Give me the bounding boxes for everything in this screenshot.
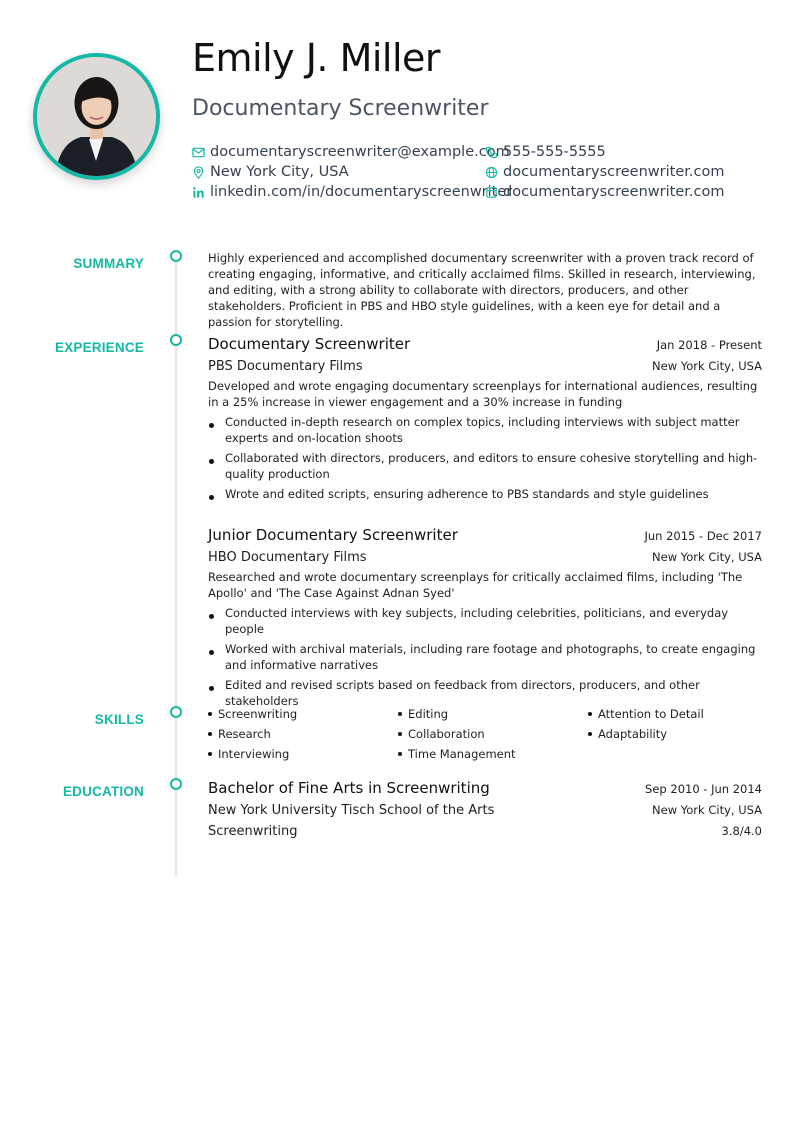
contact-phone-text: 555-555-5555 (503, 144, 606, 160)
contact-website-text: documentaryscreenwriter.com (503, 164, 725, 180)
contact-portfolio[interactable] (485, 182, 724, 202)
job-title: Junior Documentary Screenwriter (208, 526, 458, 544)
location-icon (192, 166, 205, 179)
candidate-role: Documentary Screenwriter (192, 96, 489, 121)
education-field: Screenwriting (208, 824, 298, 839)
timeline-dot-skills (170, 706, 182, 718)
job-bullet: Conducted in-depth research on complex topics, including interviews with subject matter experts and on-location shoots (208, 414, 762, 446)
skills-list (208, 706, 762, 762)
portfolio-icon (485, 186, 498, 199)
contact-location (192, 162, 349, 182)
job-bullet: Collaborated with directors, producers, and editors to ensure cohesive storytelling and high-quality production (208, 450, 762, 482)
education-entry (208, 779, 762, 839)
job-dates: Jan 2018 - Present (656, 338, 762, 352)
education-degree: Bachelor of Fine Arts in Screenwriting (208, 779, 490, 797)
contact-linkedin[interactable] (192, 182, 512, 202)
skill-item: Attention to Detail (588, 706, 762, 722)
job-dates: Jun 2015 - Dec 2017 (644, 529, 762, 543)
contact-email[interactable] (192, 142, 510, 162)
education-dates: Sep 2010 - Jun 2014 (645, 782, 762, 796)
skill-item: Collaboration (398, 726, 588, 742)
job-location: New York City, USA (652, 550, 762, 564)
candidate-name: Emily J. Miller (192, 36, 441, 80)
section-title-education: EDUCATION (62, 784, 144, 799)
section-title-skills: SKILLS (94, 712, 144, 727)
linkedin-icon (192, 186, 205, 199)
job-bullet: Edited and revised scripts based on feedback from directors, producers, and other stakeholders (208, 677, 762, 709)
skill-item: Interviewing (208, 746, 398, 762)
contact-linkedin-text: linkedin.com/in/documentaryscreenwriter (210, 184, 513, 200)
education-location: New York City, USA (652, 803, 762, 817)
experience-job (208, 526, 762, 709)
section-title-experience: EXPERIENCE (54, 340, 144, 355)
globe-icon (485, 166, 498, 179)
section-title-summary: SUMMARY (73, 256, 144, 271)
skill-item: Editing (398, 706, 588, 722)
timeline-dot-experience (170, 334, 182, 346)
skill-item: Time Management (398, 746, 588, 762)
job-bullet: Wrote and edited scripts, ensuring adherence to PBS standards and style guidelines (208, 486, 762, 502)
summary-text: Highly experienced and accomplished documentary screenwriter with a proven track record of creating engaging, informative, and critically acclaimed films. Skilled in research, interviewing, and editing, with a strong ability to collaborate with directors, producers, and other stakeholders. Proficient in PBS and HBO style guidelines, with a keen eye for detail and a passion for storytelling. (208, 251, 756, 329)
timeline-dot-education (170, 778, 182, 790)
job-description: Researched and wrote documentary screenplays for critically acclaimed films, including 'The Apollo' and 'The Case Against Adnan Syed' (208, 570, 743, 600)
contact-location-text: New York City, USA (210, 164, 349, 180)
job-bullet: Worked with archival materials, including rare footage and photographs, to create engaging and informative narratives (208, 641, 762, 673)
job-company: PBS Documentary Films (208, 359, 363, 374)
timeline-dot-summary (170, 250, 182, 262)
mail-icon (192, 146, 205, 159)
education-school: New York University Tisch School of the Arts (208, 803, 495, 818)
education-gpa: 3.8/4.0 (721, 824, 762, 838)
job-company: HBO Documentary Films (208, 550, 367, 565)
job-bullet: Conducted interviews with key subjects, including celebrities, politicians, and everyday people (208, 605, 762, 637)
experience-job (208, 335, 762, 502)
job-location: New York City, USA (652, 359, 762, 373)
skill-item: Research (208, 726, 398, 742)
contact-phone[interactable] (485, 142, 606, 162)
profile-photo (33, 53, 160, 180)
contact-email-text: documentaryscreenwriter@example.com (210, 144, 510, 160)
contact-website[interactable] (485, 162, 724, 182)
job-description: Developed and wrote engaging documentary screenplays for international audiences, resulting in a 25% increase in viewer engagement and a 30% increase in funding (208, 379, 758, 409)
skill-item: Screenwriting (208, 706, 398, 722)
contact-portfolio-text: documentaryscreenwriter.com (503, 184, 725, 200)
phone-icon (485, 146, 498, 159)
skill-item: Adaptability (588, 726, 762, 742)
job-title: Documentary Screenwriter (208, 335, 411, 353)
